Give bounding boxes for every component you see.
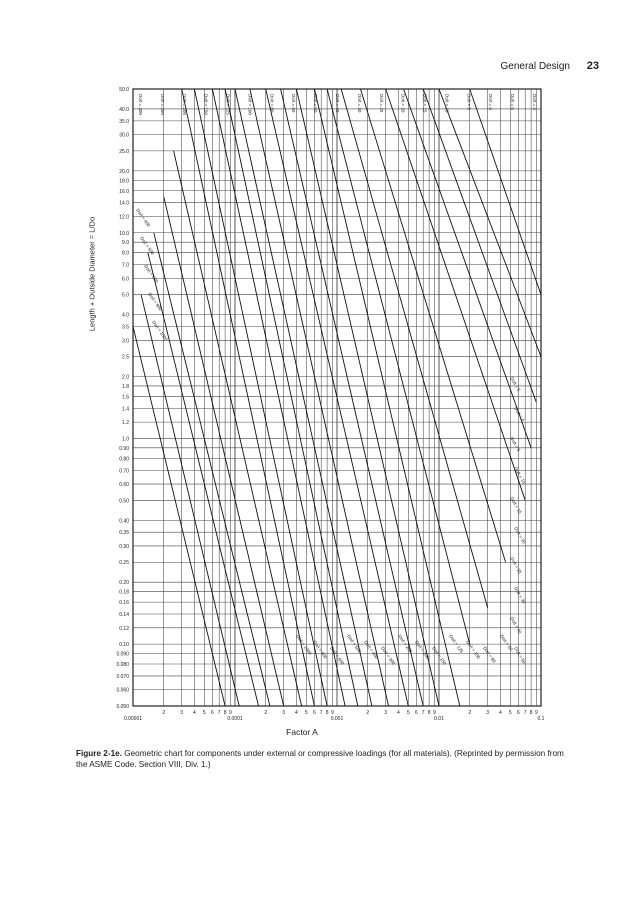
bottom-curve-label: Do/t = 80 <box>482 645 497 664</box>
y-tick-label: 2.0 <box>122 374 129 381</box>
x-minor-label: 7 <box>319 710 323 716</box>
y-tick-label: 8.0 <box>122 250 129 257</box>
top-curve-label: Do/t = 6 <box>488 94 494 110</box>
curve-line <box>225 89 358 706</box>
curve-line <box>235 89 372 706</box>
top-curve-label: Do/t = 250 <box>159 94 165 115</box>
y-tick-label: 40.0 <box>119 106 129 113</box>
curve-line <box>133 327 225 707</box>
top-curve-label: Do/t = 300 <box>138 94 143 115</box>
y-tick-label: 0.30 <box>119 543 129 550</box>
curve-line <box>361 89 506 562</box>
y-tick-label: 4.0 <box>122 312 129 319</box>
x-minor-label: 6 <box>414 710 418 716</box>
y-tick-label: 9.0 <box>122 240 129 247</box>
y-tick-label: 50.0 <box>119 87 129 93</box>
bottom-curve-label: Do/t = 100 <box>465 639 482 660</box>
x-tick-labels <box>124 710 545 722</box>
curve-line <box>439 89 541 357</box>
right-curve-label: Do/t = 6 <box>513 406 526 423</box>
y-tick-label: 1.0 <box>122 436 129 443</box>
curve-line <box>281 89 424 706</box>
curve-line <box>194 89 327 706</box>
bottom-curve-label: Do/t = 125 <box>448 633 465 654</box>
page-number: 23 <box>586 60 599 72</box>
y-tick-label: 0.18 <box>119 589 129 596</box>
right-curve-label: Do/t = 15 <box>509 496 523 515</box>
y-tick-label: 0.080 <box>116 662 129 669</box>
x-minor-label: 5 <box>406 710 410 716</box>
x-decade-label: 0.0001 <box>227 716 243 722</box>
y-tick-label: 25.0 <box>119 148 129 155</box>
y-tick-label: 0.60 <box>119 482 129 489</box>
bottom-curve-label: Do/t = 150 <box>431 645 448 666</box>
x-minor-label: 7 <box>421 710 425 716</box>
right-curve-label: Do/t = 20 <box>513 526 527 545</box>
x-minor-label: 7 <box>523 710 527 716</box>
top-curve-label: Do/t = 50 <box>313 94 319 113</box>
y-tick-label: 0.90 <box>119 445 129 452</box>
y-tick-label: 18.0 <box>119 178 129 185</box>
bottom-curve-label: Do/t = 800 <box>312 639 329 660</box>
left-curve-label: Do/t = 1000 <box>151 319 169 342</box>
x-minor-label: 6 <box>516 710 520 716</box>
bottom-curve-label: Do/t = 1000 <box>295 633 313 656</box>
y-tick-label: 10.0 <box>119 230 129 237</box>
y-tick-label: 0.12 <box>119 625 129 632</box>
x-minor-label: 9 <box>228 710 232 716</box>
x-minor-label: 5 <box>202 710 206 716</box>
curve-line <box>404 89 531 448</box>
top-curve-label: Do/t = 10 <box>444 94 450 113</box>
y-tick-label: 0.35 <box>119 530 129 537</box>
x-minor-label: 9 <box>534 710 538 716</box>
figure-label: Figure 2-1e. <box>76 749 122 758</box>
y-tick-label: 16.0 <box>119 188 129 195</box>
top-curve-label: Do/t = 25 <box>378 94 384 113</box>
x-minor-label: 2 <box>264 710 268 716</box>
caption-text: Geometric chart for components under external or compressive loadings (for all materials). (Reprinted by permission from the ASME Code. Section VIII, Div. 1.) <box>76 749 564 769</box>
top-curve-label: Do/t = 100 <box>247 94 253 115</box>
right-curve-label: Do/t = 25 <box>509 556 523 575</box>
right-curve-label: Do/t = 40 <box>509 616 523 635</box>
x-minor-label: 9 <box>330 710 334 716</box>
right-curve-label: Do/t = 30 <box>513 586 527 605</box>
left-curve-label: Do/t = 600 <box>143 263 160 284</box>
y-tick-label: 7.0 <box>122 262 129 269</box>
y-tick-label: 0.10 <box>119 642 129 649</box>
x-axis-label: Factor A <box>286 727 318 737</box>
y-tick-label: 0.40 <box>119 518 129 525</box>
curve-line <box>212 89 345 706</box>
x-minor-label: 8 <box>529 710 533 716</box>
x-minor-label: 2 <box>162 710 166 716</box>
y-tick-label: 0.14 <box>119 612 129 619</box>
bottom-curve-label: Do/t = 600 <box>329 645 346 666</box>
bottom-curve-label: Do/t = 200 <box>414 639 431 660</box>
top-curve-label: Do/t = 4 <box>532 94 537 110</box>
top-curve-label: Do/t = 30 <box>356 94 362 113</box>
top-curve-label: Do/t = 5 <box>510 94 516 110</box>
top-curve-label: Do/t = 8 <box>466 94 472 110</box>
left-curve-label: Do/t = 800 <box>147 291 164 312</box>
x-minor-label: 4 <box>193 710 196 716</box>
y-tick-label: 2.5 <box>122 354 129 361</box>
bottom-curve-label: Do/t = 250 <box>397 633 414 654</box>
right-curve-label: Do/t = 10 <box>513 466 527 485</box>
y-tick-label: 0.50 <box>119 498 129 505</box>
curve-line <box>148 253 259 706</box>
top-curve-label: Do/t = 80 <box>269 94 275 113</box>
x-decade-label: 0.001 <box>330 716 344 722</box>
y-tick-label: 12.0 <box>119 214 129 221</box>
y-tick-label: 3.5 <box>122 324 129 331</box>
x-minor-label: 8 <box>325 710 329 716</box>
left-curve-label: Do/t = 400 <box>135 207 152 228</box>
top-curve-label: Do/t = 150 <box>203 94 209 115</box>
top-curve-label: Do/t = 125 <box>225 94 231 115</box>
x-minor-label: 3 <box>180 710 184 716</box>
left-curve-label: Do/t = 500 <box>139 235 156 256</box>
x-minor-label: 3 <box>486 710 490 716</box>
bottom-curve-label: Do/t = 300 <box>380 645 397 666</box>
y-tick-label: 0.050 <box>116 704 129 710</box>
right-curve-label: Do/t = 5 <box>509 376 522 393</box>
section-title: General Design <box>500 61 570 72</box>
y-tick-label: 0.80 <box>119 456 129 463</box>
y-tick-label: 1.4 <box>122 406 129 413</box>
x-minor-label: 7 <box>217 710 221 716</box>
y-tick-label: 14.0 <box>119 200 129 207</box>
y-tick-label: 6.0 <box>122 276 129 283</box>
x-minor-label: 2 <box>468 710 472 716</box>
x-minor-label: 8 <box>223 710 227 716</box>
x-minor-label: 8 <box>427 710 431 716</box>
y-tick-label: 0.25 <box>119 560 129 567</box>
bottom-curve-label: Do/t = 60 <box>499 633 514 652</box>
top-curve-label: Do/t = 200 <box>181 94 187 115</box>
curve-line <box>154 233 270 706</box>
curve-line <box>423 89 536 402</box>
top-curve-label: Do/t = 20 <box>400 94 406 113</box>
x-minor-label: 5 <box>304 710 308 716</box>
right-curve-label: Do/t = 50 <box>513 646 527 665</box>
x-minor-label: 5 <box>508 710 512 716</box>
x-decade-label: 0.01 <box>434 716 444 722</box>
top-curve-label: Do/t = 15 <box>422 94 428 113</box>
x-minor-label: 4 <box>295 710 298 716</box>
y-tick-label: 30.0 <box>119 132 129 139</box>
y-tick-label: 1.2 <box>122 420 129 427</box>
top-curve-label: Do/t = 60 <box>291 94 297 113</box>
y-tick-label: 1.8 <box>122 383 129 390</box>
bottom-curve-label: Do/t = 500 <box>346 633 363 654</box>
y-tick-label: 20.0 <box>119 168 129 175</box>
y-tick-label: 0.090 <box>116 651 129 658</box>
bottom-curve-label: Do/t = 400 <box>363 639 380 660</box>
y-tick-labels <box>116 87 129 710</box>
figure-caption <box>76 748 576 770</box>
y-axis-label: Length + Outside Diameter = L/Do <box>87 216 97 332</box>
y-tick-label: 35.0 <box>119 118 129 125</box>
x-decade-label: 0.1 <box>537 716 545 722</box>
top-curve-label: Do/t = 40 <box>335 94 340 113</box>
x-minor-label: 6 <box>312 710 316 716</box>
y-tick-label: 0.20 <box>119 580 129 587</box>
x-minor-label: 6 <box>210 710 214 716</box>
y-tick-label: 1.6 <box>122 394 129 401</box>
x-minor-label: 4 <box>499 710 502 716</box>
x-minor-label: 9 <box>432 710 436 716</box>
x-minor-label: 2 <box>366 710 370 716</box>
y-tick-label: 0.060 <box>116 687 129 694</box>
y-tick-label: 5.0 <box>122 292 129 299</box>
x-minor-label: 4 <box>397 710 400 716</box>
curve-line <box>341 89 488 608</box>
y-tick-label: 0.070 <box>116 673 129 680</box>
curve-line <box>182 89 315 706</box>
y-tick-label: 3.0 <box>122 338 129 345</box>
right-curve-label: Do/t = 8 <box>509 436 522 453</box>
x-minor-label: 3 <box>282 710 286 716</box>
x-minor-label: 3 <box>384 710 388 716</box>
y-tick-label: 0.16 <box>119 600 129 607</box>
y-tick-label: 0.70 <box>119 468 129 475</box>
x-decade-label: 0.00001 <box>123 716 143 722</box>
